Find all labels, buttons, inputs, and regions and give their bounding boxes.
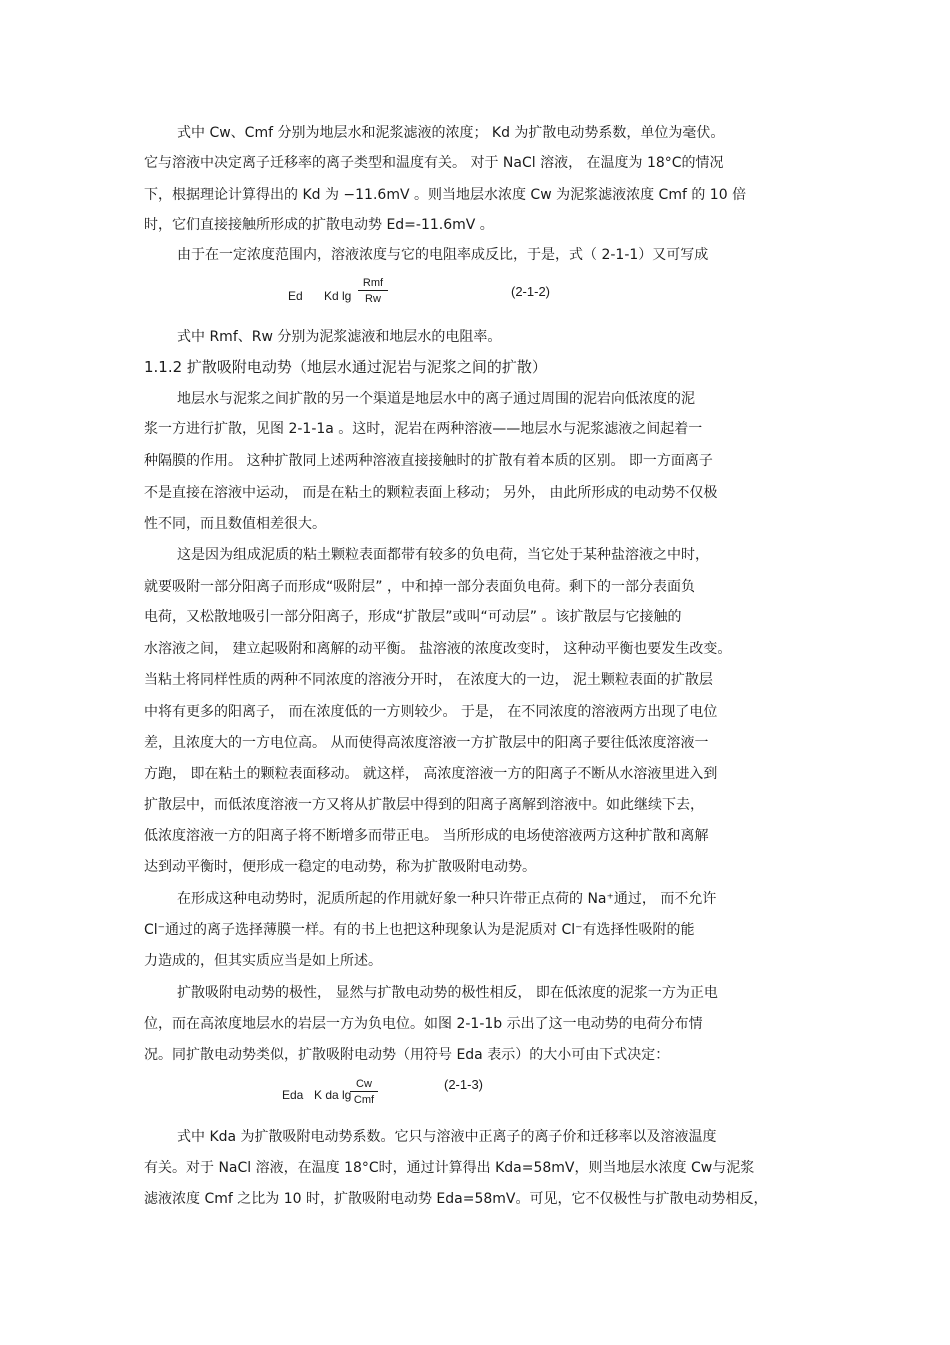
equation-number: (2-1-3) bbox=[444, 1077, 484, 1092]
text-line: 当粘土将同样性质的两种不同浓度的溶液分开时， 在浓度大的一边， 泥土颗粒表面的扩散层 bbox=[144, 672, 713, 688]
text-line: 浆一方进行扩散，见图 2-1-1a 。这时，泥岩在两种溶液——地层水与泥浆滤液之间起着一 bbox=[144, 421, 703, 437]
equation-fraction bbox=[358, 277, 388, 305]
fraction-denominator: Rw bbox=[365, 293, 381, 305]
text-line: 时，它们直接接触所形成的扩散电动势 Ed=-11.6mV 。 bbox=[144, 217, 494, 233]
equation-lhs: Ed bbox=[288, 289, 303, 303]
text-line: 种隔膜的作用。 这种扩散同上述两种溶液直接接触时的扩散有着本质的区别。 即一方面离子 bbox=[144, 453, 713, 469]
text-line: 差，且浓度大的一方电位高。 从而使得高浓度溶液一方扩散层中的阳离子要往低浓度溶液一 bbox=[144, 735, 709, 751]
equation-number: (2-1-2) bbox=[511, 284, 551, 299]
text-line: 由于在一定浓度范围内，溶液浓度与它的电阻率成反比，于是，式（ 2-1-1）又可写成 bbox=[177, 247, 709, 263]
text-line: 这是因为组成泥质的粘土颗粒表面都带有较多的负电荷，当它处于某种盐溶液之中时， bbox=[177, 547, 709, 563]
text-line: 不是直接在溶液中运动， 而是在粘土的颗粒表面上移动； 另外， 由此所形成的电动势不仅极 bbox=[144, 485, 718, 501]
text-line: 式中 Rmf、Rw 分别为泥浆滤液和地层水的电阻率。 bbox=[177, 329, 502, 345]
text-line: 滤液浓度 Cmf 之比为 10 时，扩散吸附电动势 Eda=58mV。可见，它不仅极性与扩散电动势相反， bbox=[144, 1191, 768, 1207]
text-line: 它与溶液中决定离子迁移率的离子类型和温度有关。 对于 NaCl 溶液， 在温度为 18°C的情况 bbox=[144, 155, 724, 171]
equation-rhs: Kd lg bbox=[324, 289, 352, 303]
text-line: 地层水与泥浆之间扩散的另一个渠道是地层水中的离子通过周围的泥岩向低浓度的泥 bbox=[177, 391, 695, 407]
text-line: 下，根据理论计算得出的 Kd 为 −11.6mV 。则当地层水浓度 Cw 为泥浆滤液浓度 Cmf 的 10 倍 bbox=[144, 187, 747, 203]
text-line: 有关。对于 NaCl 溶液，在温度 18°C时，通过计算得出 Kda=58mV，则当地层水浓度 Cw与泥浆 bbox=[144, 1160, 755, 1176]
text-line: 况。同扩散电动势类似，扩散吸附电动势（用符号 Eda 表示）的大小可由下式决定： bbox=[144, 1047, 670, 1063]
text-line: 式中 Kda 为扩散吸附电动势系数。它只与溶液中正离子的离子价和迁移率以及溶液温度 bbox=[177, 1129, 717, 1145]
equation-rhs: K da lg bbox=[314, 1088, 352, 1102]
equation-fraction bbox=[350, 1078, 378, 1106]
text-line: 扩散吸附电动势的极性， 显然与扩散电动势的极性相反， 即在低浓度的泥浆一方为正电 bbox=[177, 985, 718, 1001]
text-line: 方跑， 即在粘土的颗粒表面移动。 就这样， 高浓度溶液一方的阳离子不断从水溶液里进入到 bbox=[144, 766, 718, 782]
text-line: 低浓度溶液一方的阳离子将不断增多而带正电。 当所形成的电场使溶液两方这种扩散和离解 bbox=[144, 828, 709, 844]
text-line: 水溶液之间， 建立起吸附和离解的动平衡。 盐溶液的浓度改变时， 这种动平衡也要发生改变。 bbox=[144, 641, 732, 657]
text-line: 式中 Cw、Cmf 分别为地层水和泥浆滤液的浓度； Kd 为扩散电动势系数，单位为毫伏。 bbox=[177, 125, 725, 141]
text-line: 电荷，又松散地吸引一部分阳离子，形成“扩散层”或叫“可动层” 。该扩散层与它接触的 bbox=[144, 609, 682, 625]
text-line: Cl⁻通过的离子选择薄膜一样。有的书上也把这种现象认为是泥质对 Cl⁻有选择性吸附的能 bbox=[144, 922, 695, 938]
text-line: 达到动平衡时，便形成一稳定的电动势，称为扩散吸附电动势。 bbox=[144, 859, 536, 875]
fraction-numerator: Cw bbox=[350, 1078, 378, 1092]
text-line: 性不同，而且数值相差很大。 bbox=[144, 516, 326, 532]
section-heading: 1.1.2 扩散吸附电动势（地层水通过泥岩与泥浆之间的扩散） bbox=[144, 358, 547, 376]
fraction-denominator: Cmf bbox=[353, 1094, 375, 1106]
text-line: 扩散层中，而低浓度溶液一方又将从扩散层中得到的阳离子离解到溶液中。如此继续下去， bbox=[144, 797, 704, 813]
text-line: 在形成这种电动势时，泥质所起的作用就好象一种只许带正点荷的 Na⁺通过， 而不允许 bbox=[177, 891, 717, 907]
text-line: 力造成的，但其实质应当是如上所述。 bbox=[144, 953, 382, 969]
fraction-numerator: Rmf bbox=[358, 277, 388, 291]
text-line: 位，而在高浓度地层水的岩层一方为负电位。如图 2-1-1b 示出了这一电动势的电荷分布情 bbox=[144, 1016, 703, 1032]
text-line: 中将有更多的阳离子， 而在浓度低的一方则较少。 于是， 在不同浓度的溶液两方出现了电位 bbox=[144, 704, 718, 720]
text-line: 就要吸附一部分阳离子而形成“吸附层” ，中和掉一部分表面负电荷。剩下的一部分表面负 bbox=[144, 579, 695, 595]
equation-lhs: Eda bbox=[282, 1088, 304, 1102]
